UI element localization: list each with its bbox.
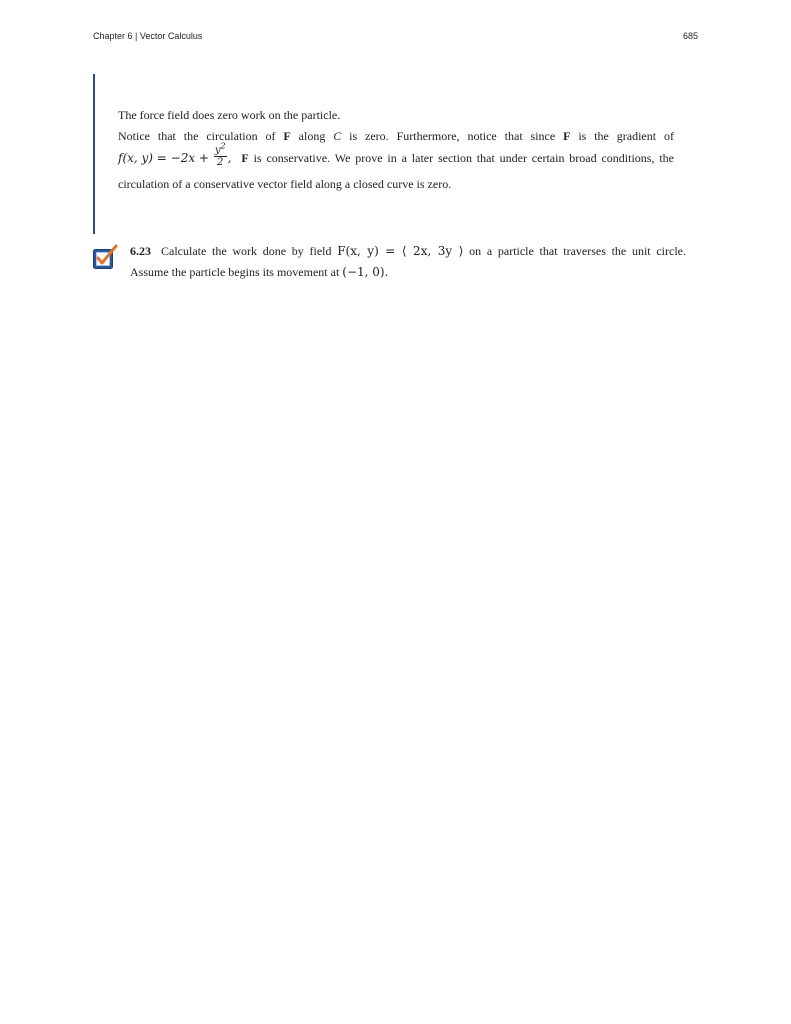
example-paragraph-line: circulation of a conservative vector field along a closed curve is zero. [118,177,452,191]
vector-field-symbol: F [563,129,571,143]
checkpoint-line: 6.23 Calculate the work done by field F(x, y) = ⟨ 2x, 3y ⟩ on a particle that traverses the unit circle. [130,244,686,258]
fraction: $\frac{y^2}{2}$ [214,141,226,168]
potential-function-line [118,143,674,174]
running-head-chapter: Chapter 6 | Vector Calculus [93,31,203,41]
checkpoint-number: 6.23 [130,244,151,258]
checkpoint-line: Assume the particle begins its movement at (−1, 0). [130,265,389,279]
example-paragraph-line: Notice that the circulation of F along C is zero. Furthermore, notice that since F is the gradient of [118,129,674,143]
example-paragraph-line: F is conservative. We prove in a later section that under certain broad conditions, the [241,151,674,165]
checkpoint-exercise [130,241,686,283]
field-expression: F(x, y) = ⟨ 2x, 3y ⟩ [337,244,464,258]
example-conclusion: The force field does zero work on the particle. [118,108,341,122]
example-side-rule [93,74,95,234]
start-point: (−1, 0). [342,265,389,279]
potential-function-equation: f(x, y) = −2x + $\frac{y^2}{2}$ , [118,141,232,168]
checkpoint-checkbox-icon [92,244,118,270]
vector-field-symbol: F [283,129,291,143]
curve-symbol: C [333,129,342,143]
page-number: 685 [683,31,699,41]
vector-field-symbol: F [241,151,249,165]
example-body [118,105,674,195]
